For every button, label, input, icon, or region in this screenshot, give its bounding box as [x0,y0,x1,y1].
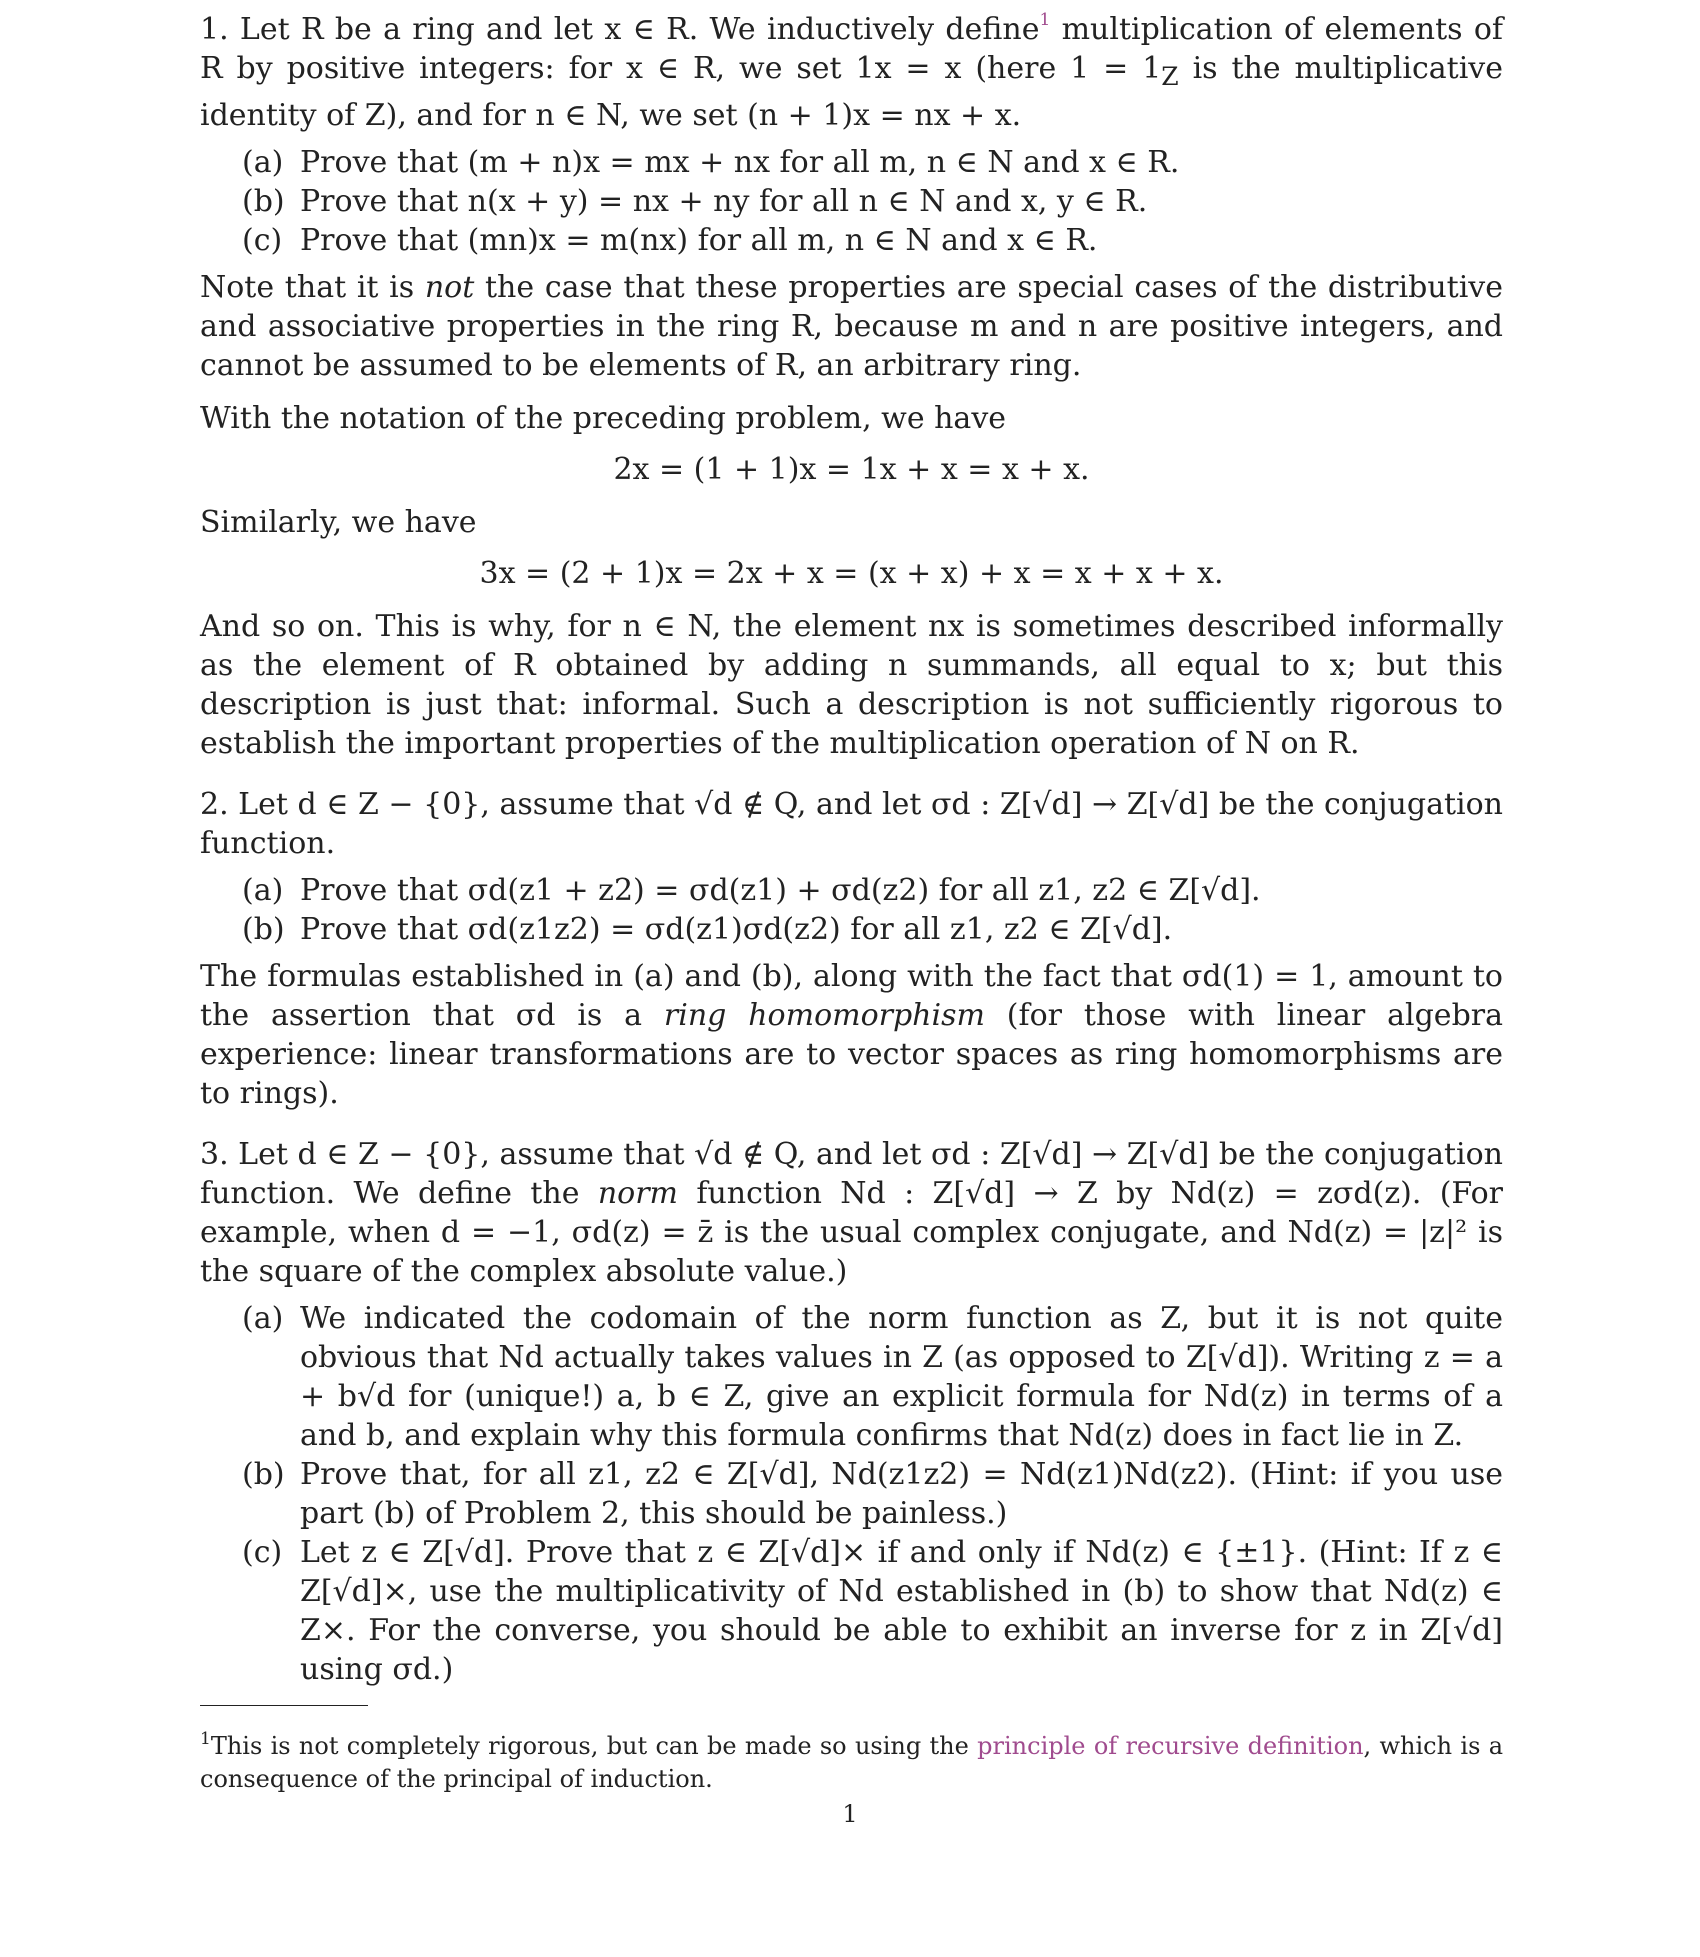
problem-1-intro-subscript: Z [1161,62,1179,91]
part-text: Prove that, for all z1, z2 ∈ Z[√d], Nd(z1z2) = Nd(z1)Nd(z2). (Hint: if you use part (b) of Problem 2, this should be painless.) [300,1457,1503,1531]
problem-1-intro-text-a: 1. Let R be a ring and let x ∈ R. We inductively define [200,12,1040,47]
part-label: (a) [242,873,284,908]
equation-2x: 2x = (1 + 1)x = 1x + x = x + x. [613,452,1090,487]
document-page [200,10,1503,1820]
problem-1-intro [200,10,1503,135]
part-text: Prove that (m + n)x = mx + nx for all m, n ∈ N and x ∈ R. [300,145,1180,180]
problem-1-intro-text-c: is the multiplicative identity of Z), and for n ∈ N, we set (n + 1)x = nx + x. [200,51,1503,133]
remark-text-b: (for those with linear algebra experience: linear transformations are to vector spaces as ring homomorphisms are to rings). [200,998,1503,1111]
problem-2-part-b [200,910,1503,949]
problem-2-intro: 2. Let d ∈ Z − {0}, assume that √d ∉ Q, and let σd : Z[√d] → Z[√d] be the conjugation function. [200,787,1503,861]
note-text-b: the case that these properties are special cases of the distributive and associative properties in the ring R, because m and n are positive integers, and cannot be assumed to be elements of R, an arbitrary ring. [200,270,1503,383]
part-text: We indicated the codomain of the norm function as Z, but it is not quite obvious that Nd actually takes values in Z (as opposed to Z[√d]). Writing z = a + b√d for (unique!) a, b ∈ Z, give an explicit formula for Nd(z) in terms of a and b, and explain why this formula confirms that Nd(z) does in fact lie in Z. [300,1301,1503,1453]
problem-3-part-b [200,1455,1503,1533]
problem-1-part-c [200,221,1503,260]
part-text: Prove that σd(z1 + z2) = σd(z1) + σd(z2) for all z1, z2 ∈ Z[√d]. [300,873,1261,908]
note-text-a: Note that it is [200,270,425,305]
part-text: Let z ∈ Z[√d]. Prove that z ∈ Z[√d]× if and only if Nd(z) ∈ {±1}. (Hint: If z ∈ Z[√d]×, use the multiplicativity of Nd established in (b) to show that Nd(z) ∈ Z×. For the converse, you should be able to exhibit an inverse for z in Z[√d] using σd.) [300,1535,1503,1687]
footnote [200,1730,1503,1796]
remark-emphasis: ring homomorphism [663,998,985,1033]
and-so-on-paragraph: And so on. This is why, for n ∈ N, the element nx is sometimes described informally as the element of R obtained by adding n summands, all equal to x; but this description is just that: informal. Such a description is not sufficiently rigorous to establish the important properties of the multiplication operation of N on R. [200,609,1503,761]
part-text: Prove that σd(z1z2) = σd(z1)σd(z2) for all z1, z2 ∈ Z[√d]. [300,912,1173,947]
problem-1-note [200,268,1503,385]
problem-3-part-a [200,1299,1503,1455]
page-number: 1 [842,1800,858,1828]
part-text: Prove that (mn)x = m(nx) for all m, n ∈ N and x ∈ R. [300,223,1098,258]
note-emphasis: not [424,270,475,305]
problem-2-part-a [200,871,1503,910]
recursive-definition-link[interactable]: principle of recursive definition [977,1732,1364,1760]
problem-3-intro [200,1135,1503,1291]
footnote-reference[interactable]: 1 [1039,10,1051,30]
part-label: (c) [242,223,283,258]
part-label: (b) [242,1457,285,1492]
problem-1-intro-text-b: multiplication of elements of R by positive integers: for x ∈ R, we set 1x = x (here 1 = 1 [200,12,1503,86]
part-label: (b) [242,912,285,947]
problem-1-part-a [200,143,1503,182]
problem-3-emphasis: norm [597,1176,678,1211]
part-label: (a) [242,145,284,180]
problem-1-parts [200,143,1503,260]
footnote-text-b: , which is a consequence of the principal of induction. [200,1732,1504,1793]
part-text: Prove that n(x + y) = nx + ny for all n ∈ N and x, y ∈ R. [300,184,1148,219]
part-label: (a) [242,1301,284,1336]
problem-2-remark [200,957,1503,1113]
footnote-mark: 1 [200,1729,211,1749]
remark-text-a: The formulas established in (a) and (b), along with the fact that σd(1) = 1, amount to the assertion that σd is a [200,959,1503,1033]
problem-3-intro-text-b: function Nd : Z[√d] → Z by Nd(z) = zσd(z). (For example, when d = −1, σd(z) = z̄ is the usual complex conjugate, and Nd(z) = |z|² is the square of the complex absolute value.) [200,1176,1503,1289]
footnote-text-a: This is not completely rigorous, but can be made so using the [210,1732,978,1760]
equation-3x: 3x = (2 + 1)x = 2x + x = (x + x) + x = x + x + x. [479,556,1224,591]
part-label: (c) [242,1535,283,1570]
problem-1-part-b [200,182,1503,221]
problem-3-intro-text-a: 3. Let d ∈ Z − {0}, assume that √d ∉ Q, and let σd : Z[√d] → Z[√d] be the conjugation function. We define the [200,1137,1503,1211]
notation-sentence: With the notation of the preceding problem, we have [200,401,1007,436]
problem-3-part-c [200,1533,1503,1689]
footnote-rule [200,1705,368,1706]
problem-3-parts [200,1299,1503,1689]
similarly-sentence: Similarly, we have [200,505,477,540]
part-label: (b) [242,184,285,219]
problem-2-parts [200,871,1503,949]
